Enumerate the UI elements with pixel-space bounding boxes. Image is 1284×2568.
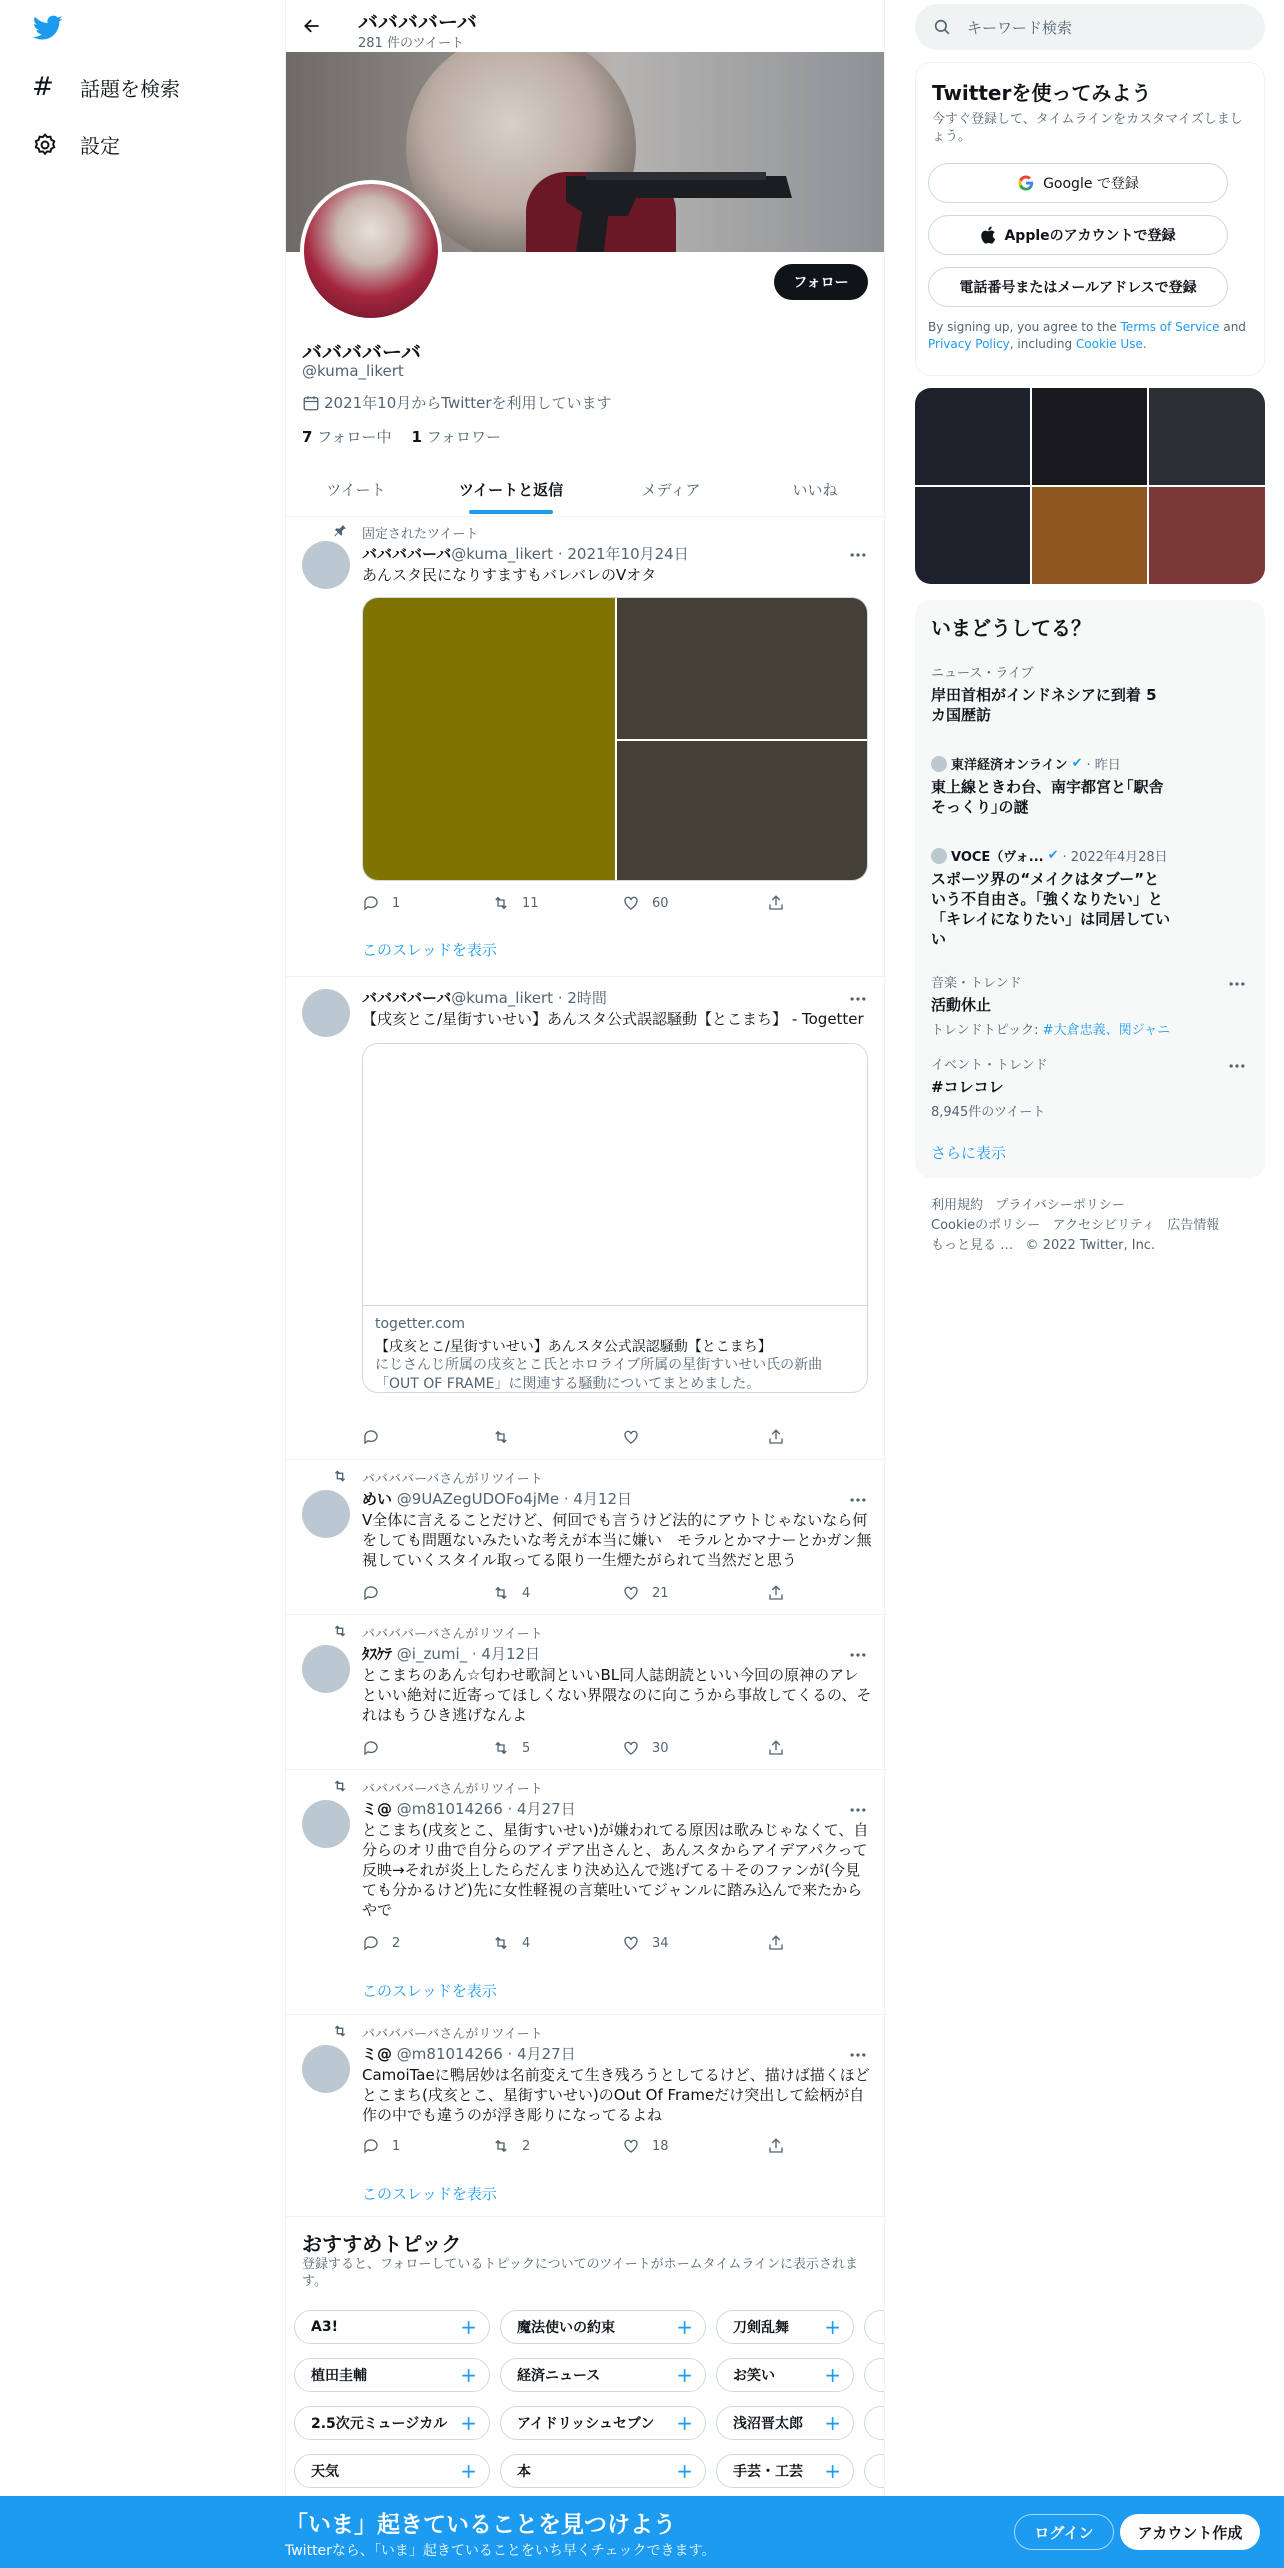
media-image[interactable] [363,598,615,881]
bottom-headline: 「いま」起きていることを見つけよう [285,2512,676,2538]
reply-icon [362,894,380,912]
retweet-button[interactable] [492,1428,510,1446]
show-more-trends-link[interactable]: さらに表示 [931,1144,1007,1162]
nav-settings[interactable]: 設定 [32,130,120,159]
retweet-icon [492,2137,510,2155]
header-tweet-count: 281 件のツイート [358,36,465,51]
media-thumbnail[interactable] [1032,388,1147,485]
signup-subtitle: 今すぐ登録して、タイムラインをカスタマイズしましょう。 [932,112,1243,144]
reply-icon [362,1934,380,1952]
retweet-button[interactable]: 4 [492,1584,530,1602]
trend-item[interactable]: イベント・トレンド #コレコレ 8,945件のツイート [931,1058,1048,1120]
calendar-icon [302,394,320,412]
copyright: © 2022 Twitter, Inc. [1025,1238,1156,1253]
more-icon[interactable] [848,545,868,565]
plus-icon: + [824,2459,841,2483]
footer-links [931,1196,1251,1256]
tweet[interactable] [286,977,884,1460]
tweet-actions [362,894,802,914]
share-icon [767,2137,785,2155]
share-icon [767,1934,785,1952]
topic-pill[interactable] [864,2310,884,2344]
share-button[interactable] [767,1584,785,1602]
show-thread-link[interactable]: このスレッドを表示 [362,1982,497,2000]
source-avatar [931,756,947,772]
like-button[interactable]: 30 [622,1739,669,1757]
tweet[interactable]: ババババーバさんがリツイート めい @9UAZegUDOFo4jMe · 4月12日 V全体に言えることだけど、何回でも言うけど法的にアウトじゃないなら何をしても問題ないみたいな考えが本当に嫌い モラルとかマナーとかガン無視していくスタイル取ってる限り一生煙たがられて当然だと思う 4 21 [286,1460,884,1615]
reply-icon [362,1739,380,1757]
trend-item[interactable]: ニュース・ライブ 岸田首相がインドネシアに到着 5カ国歴訪 [931,666,1157,724]
tweet-author-name[interactable]: ﾀｽｹﾃ [362,1645,393,1663]
tweet-author-name[interactable]: ミ@ [362,1800,393,1818]
reply-button[interactable]: 2 [362,1934,400,1952]
topic-pill[interactable]: アイドリッシュセブン + [500,2406,706,2440]
signup-card [915,62,1265,376]
trend-item[interactable]: 東洋経済オンライン ✔ · 昨日 東上線ときわ台、南宇都宮と｢駅舎そっくり｣の謎 [931,756,1164,816]
media-image[interactable] [617,741,868,881]
share-icon [767,1584,785,1602]
bottom-signup-bar [0,2496,1284,2568]
profile-name: ババババーバ [302,340,421,364]
share-button[interactable] [767,1739,785,1757]
share-button[interactable] [767,2137,785,2155]
tab-media[interactable]: メディア [641,480,701,499]
tweet-meta: @m81014266 · 4月27日 [396,1800,576,1818]
tweet[interactable]: ババババーバさんがリツイート ﾀｽｹﾃ @i_zumi_ · 4月12日 とこまちのあん☆匂わせ歌詞といいBL同人誌朗読といい今回の原神のアレといい絶対に近寄ってほしくない界隈なのに向こうから事故してくるの、それはもうひき逃げなんよ 5 30 [286,1615,884,1770]
header-name: ババババーバ [358,10,477,34]
retweet-icon [492,1584,510,1602]
search-input[interactable]: キーワード検索 [915,4,1265,50]
topic-pill[interactable]: 天気 + [294,2454,490,2488]
google-icon [1017,174,1035,192]
share-button[interactable] [767,1934,785,1952]
topic-pill[interactable] [864,2454,884,2488]
apple-signup-button[interactable]: Appleのアカウントで登録 [928,215,1228,255]
tweet-actions [362,1934,802,1954]
plus-icon: + [676,2315,693,2339]
topic-pill[interactable]: 刀剣乱舞 + [716,2310,854,2344]
pistol-image [566,162,796,252]
pin-icon [332,523,348,539]
plus-icon: + [824,2411,841,2435]
retweet-icon [332,1623,348,1639]
tweet-text: とこまち(戌亥とこ、星街すいせい)が嫌われてる原因は歌みじゃなくて、自分らのオリ曲で自分らのアイデア出さんと、あんスタからアイデアパクって反映→それが炎上したらだんまり決め込んで逃げてる＋そのファンが(今見ても分かるけど)先に女性軽視の言葉吐いてジャンルに踏み込んで来たからやで [362,1821,869,1919]
tweet-author-name[interactable]: ミ@ [362,2045,393,2063]
signup-title: Twitterを使ってみよう [932,81,1152,105]
retweet-icon [332,2023,348,2039]
like-button[interactable]: 60 [622,894,669,912]
more-icon[interactable] [848,1645,868,1665]
heart-icon [622,1739,640,1757]
plus-icon: + [460,2459,477,2483]
topic-pill[interactable]: A3! + [294,2310,490,2344]
apple-icon [980,226,996,244]
topic-pill[interactable]: 2.5次元ミュージカル + [294,2406,490,2440]
plus-icon: + [460,2363,477,2387]
plus-icon: + [676,2363,693,2387]
topic-pill[interactable] [864,2358,884,2392]
nav-explore[interactable]: # 話題を検索 [32,72,180,102]
login-button[interactable]: ログイン [1014,2514,1114,2550]
verified-badge-icon: ✔ [1047,848,1059,863]
heart-icon [622,1934,640,1952]
trends-card [915,600,1265,1178]
tweet-meta: @m81014266 · 4月27日 [396,2045,576,2063]
like-button[interactable]: 18 [622,2137,669,2155]
like-button[interactable]: 21 [622,1584,669,1602]
media-image[interactable] [617,598,868,739]
verified-badge-icon: ✔ [1071,756,1083,771]
more-icon[interactable] [848,1490,868,1510]
trend-item[interactable]: 音楽・トレンド 活動休止 トレンドトピック: #大倉忠義、関ジャニ [931,976,1171,1038]
profile-avatar[interactable] [300,180,442,322]
tweet-actions [362,1584,802,1604]
tweet-meta: @kuma_likert · 2時間 [451,989,607,1007]
more-icon[interactable] [848,1800,868,1820]
media-thumbnail[interactable] [915,487,1030,584]
link-card-domain: togetter.com [375,1316,465,1332]
more-icon[interactable] [1227,974,1247,994]
link-card-image [363,1044,868,1306]
topic-pill[interactable] [864,2406,884,2440]
twitter-logo-icon[interactable] [33,15,63,41]
link-card-description: にじさんじ所属の戌亥とこ氏とホロライブ所属の星街すいせい氏の新曲「OUT OF FRAME」に関連する騒動についてまとめました。 [375,1357,823,1392]
footer-link[interactable]: Cookieのポリシー [931,1218,1041,1233]
avatar-image [304,184,438,318]
trend-item[interactable]: VOCE（ヴォ... ✔ · 2022年4月28日 スポーツ界の“メイクはタブー”という不自由さ。「強くなりたい」と「キレイになりたい」は同居していい [931,848,1171,948]
topics-subtitle: 登録すると、フォローしているトピックについてのツイートがホームタイムラインに表示されます。 [302,2257,859,2289]
share-button[interactable] [767,1428,785,1446]
avatar[interactable] [302,1800,350,1848]
google-signup-button[interactable]: Google で登録 [928,163,1228,203]
avatar[interactable] [302,1490,350,1538]
source-avatar [931,848,947,864]
tweet[interactable]: ババババーバさんがリツイート ミ@ @m81014266 · 4月27日 CamoiTaeに鴨居妙は名前変えて生き残ろうとしてるけど、描けば描くほどとこまち(戌亥とこ、星街すいせい)のOut Of Frameだけ突出して絵柄が自作の中でも違うのが浮き彫りになってるよね 1 2 18 このスレッドを表示 [286,2015,884,2217]
avatar[interactable] [302,541,350,589]
tweet-text: 【戌亥とこ/星街すいせい】あんスタ公式誤認騒動【とこまち】 - Togetter [362,1010,864,1028]
tab-likes[interactable]: いいね [792,480,838,499]
search-icon [933,18,951,36]
retweet-icon [492,1428,510,1446]
footer-link[interactable]: プライバシーポリシー [995,1198,1125,1213]
plus-icon: + [824,2363,841,2387]
footer-link[interactable]: アクセシビリティ [1052,1218,1155,1233]
hashtag-icon: # [32,72,54,102]
bottom-subtext: Twitterなら、「いま」起きていることをいち早くチェックできます。 [285,2543,716,2559]
more-icon[interactable] [1227,1056,1247,1076]
reply-icon [362,2137,380,2155]
more-icon[interactable] [848,2045,868,2065]
reply-button[interactable]: 1 [362,894,400,912]
plus-icon: + [676,2411,693,2435]
tab-tweets[interactable]: ツイート [326,480,386,499]
signup-button[interactable]: アカウント作成 [1120,2514,1260,2550]
heart-icon [622,2137,640,2155]
tweet-text: V全体に言えることだけど、何回でも言うけど法的にアウトじゃないなら何をしても問題ないみたいな考えが本当に嫌い モラルとかマナーとかガン無視していくスタイル取ってる限り一生煙たがられて当然だと思う [362,1511,872,1569]
retweet-icon [492,894,510,912]
main-column [285,0,885,2568]
plus-icon: + [460,2411,477,2435]
heart-icon [622,1584,640,1602]
media-thumbnail[interactable] [1032,487,1147,584]
plus-icon: + [824,2315,841,2339]
plus-icon: + [460,2315,477,2339]
tweet-author-name[interactable]: ババババーバ [362,989,452,1007]
media-thumbnail[interactable] [1149,388,1265,485]
profile-handle: @kuma_likert [302,362,404,380]
link-card-title: 【戌亥とこ/星街すいせい】あんスタ公式誤認騒動【とこまち】 [375,1339,772,1355]
avatar[interactable] [302,2045,350,2093]
privacy-link[interactable]: Privacy Policy [928,337,1010,351]
topic-pill[interactable]: お笑い + [716,2358,854,2392]
tweet-text: あんスタ民になりすますもバレバレのVオタ [362,566,657,584]
share-icon [767,894,785,912]
retweet-icon [492,1934,510,1952]
share-icon [767,1739,785,1757]
footer-link[interactable]: 広告情報 [1167,1218,1220,1233]
topic-pill[interactable]: 本 + [500,2454,706,2488]
retweet-button[interactable]: 5 [492,1739,530,1757]
tweet-meta: @9UAZegUDOFo4jMe · 4月12日 [396,1490,633,1508]
more-icon[interactable] [848,989,868,1009]
tweet-text: CamoiTaeに鴨居妙は名前変えて生き残ろうとしてるけど、描けば描くほどとこまち(戌亥とこ、星街すいせい)のOut Of Frameだけ突出して絵柄が自作の中でも違うのが浮き彫りになってるよね [362,2066,870,2124]
retweet-button[interactable]: 2 [492,2137,530,2155]
retweet-button[interactable]: 4 [492,1934,530,1952]
signup-legal: By signing up, you agree to the Terms of Service and Privacy Policy, including Cookie Use. [928,320,1246,351]
topics-grid [286,2302,884,2496]
back-arrow-icon[interactable] [302,16,322,36]
tweet-actions [362,2137,802,2157]
share-icon [767,1428,785,1446]
topic-pill[interactable]: 魔法使いの約束 + [500,2310,706,2344]
tweet-media-grid[interactable] [362,597,868,881]
reply-icon [362,1428,380,1446]
follow-stats [302,426,501,447]
following-link[interactable]: 7 フォロー中 [302,428,392,446]
gear-icon [32,132,58,158]
show-thread-link[interactable]: このスレッドを表示 [362,2185,497,2203]
reply-icon [362,1584,380,1602]
terms-link[interactable]: Terms of Service [1120,320,1220,334]
topic-pill[interactable]: 浅沼晋太郎 + [716,2406,854,2440]
retweet-icon [332,1778,348,1794]
tweet-actions [362,1428,802,1448]
like-button[interactable]: 34 [622,1934,669,1952]
cookie-link[interactable]: Cookie Use [1075,337,1143,351]
reply-button[interactable] [362,1739,392,1757]
tweet-meta: @kuma_likert · 2021年10月24日 [451,545,689,563]
reply-button[interactable] [362,1428,380,1446]
heart-icon [622,1428,640,1446]
join-date: 2021年10月からTwitterを利用しています [302,392,612,413]
tweet-author-name[interactable]: めい [362,1490,393,1508]
like-button[interactable] [622,1428,640,1446]
tweet[interactable]: ババババーバさんがリツイート ミ@ @m81014266 · 4月27日 とこまち(戌亥とこ、星街すいせい)が嫌われてる原因は歌みじゃなくて、自分らのオリ曲で自分らのアイデア出さんと、あんスタからアイデアパクって反映→それが炎上したらだんまり決め込んで逃げてる＋そのファンが(今見ても分かるけど)先に女性軽視の言葉吐いてジャンルに踏み込んで来たからやで 2 4 34 このスレッドを表示 [286,1770,884,2015]
media-thumbnail[interactable] [915,388,1030,485]
topics-title: おすすめトピック [302,2232,462,2256]
tweet[interactable]: 固定されたツイート ババババーバ@kuma_likert · 2021年10月24日 あんスタ民になりすますもバレバレのVオタ 1 11 60 このスレッドを表示 [286,517,884,977]
retweet-icon [332,1468,348,1484]
tweet-actions [362,1739,802,1759]
trends-title: いまどうしてる？ [931,616,1091,640]
reply-button[interactable]: 1 [362,2137,400,2155]
tweet-meta: @i_zumi_ · 4月12日 [396,1645,541,1663]
topic-pill[interactable]: 手芸・工芸 + [716,2454,854,2488]
plus-icon: + [676,2459,693,2483]
followers-link[interactable]: 1 フォロワー [411,428,501,446]
footer-more-link[interactable]: もっと見る … [931,1238,1014,1253]
active-tab-indicator [469,510,553,514]
tab-tweets-replies[interactable]: ツイートと返信 [458,480,564,499]
phone-email-signup-button[interactable]: 電話番号またはメールアドレスで登録 [928,267,1228,307]
show-thread-link[interactable]: このスレッドを表示 [362,941,497,959]
media-thumbnail[interactable] [1149,487,1265,584]
topic-pill[interactable]: 植田圭輔 + [294,2358,490,2392]
footer-link[interactable]: 利用規約 [931,1198,984,1213]
tweet-author-name[interactable]: ババババーバ [362,545,452,563]
follow-button[interactable]: フォロー [774,264,868,300]
profile-media-grid [915,388,1265,584]
heart-icon [622,894,640,912]
retweet-button[interactable]: 11 [492,894,539,912]
trend-topic-links[interactable]: #大倉忠義、関ジャニ [1042,1023,1171,1038]
avatar[interactable] [302,989,350,1037]
tweet-text: とこまちのあん☆匂わせ歌詞といいBL同人誌朗読といい今回の原神のアレといい絶対に近寄ってほしくない界隈なのに向こうから事故してくるの、それはもうひき逃げなんよ [362,1666,872,1724]
retweet-icon [492,1739,510,1757]
topic-pill[interactable]: 経済ニュース + [500,2358,706,2392]
avatar[interactable] [302,1645,350,1693]
link-card[interactable] [362,1043,868,1393]
share-button[interactable] [767,894,785,912]
reply-button[interactable] [362,1584,392,1602]
